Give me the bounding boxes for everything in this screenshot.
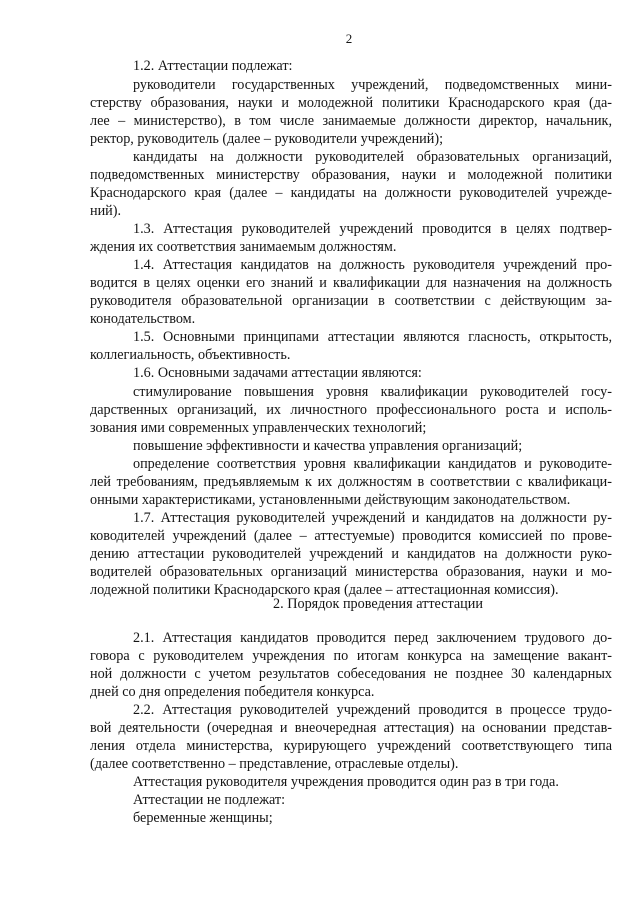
text-line: ления отдела министерства, курирующего учреждений соответствующего типа bbox=[90, 738, 612, 754]
text-line: 1.7. Аттестация руководителей учреждений и кандидатов на должности ру- bbox=[133, 510, 612, 526]
text-line: водится в целях оценки его знаний и квалификации для назначения на должность bbox=[90, 275, 612, 291]
text-line: лей требованиям, предъявляемым к их должностям в соответствии с квалификаци- bbox=[90, 474, 612, 490]
text-line: коллегиальность, объективность. bbox=[90, 347, 291, 363]
text-line: конодательством. bbox=[90, 311, 196, 327]
text-line: дению аттестации руководителей учреждений и кандидатов на должности руко- bbox=[90, 546, 612, 562]
text-line: 2.2. Аттестация руководителей учреждений проводится в процессе трудо- bbox=[133, 702, 612, 718]
text-line: вой деятельности (очередная и внеочередная аттестация) на основании представ- bbox=[90, 720, 612, 736]
text-line: ждения их соответствия занимаемым должностям. bbox=[90, 239, 397, 255]
text-line: говора с руководителем учреждения по итогам конкурса на замещение вакант- bbox=[90, 648, 612, 664]
text-line: ректор, руководитель (далее – руководители учреждений); bbox=[90, 131, 444, 147]
text-line: 1.6. Основными задачами аттестации являются: bbox=[133, 365, 422, 381]
text-line: кандидаты на должности руководителей образовательных организаций, bbox=[133, 149, 612, 165]
text-line: повышение эффективности и качества управления организаций; bbox=[133, 438, 523, 454]
text-line: 1.2. Аттестации подлежат: bbox=[133, 58, 293, 74]
text-line: определение соответствия уровня квалификации кандидатов и руководите- bbox=[133, 456, 612, 472]
text-line: Краснодарского края (далее – кандидаты на должности руководителей учрежде- bbox=[90, 185, 612, 201]
text-line: дней со дня определения победителя конкурса. bbox=[90, 684, 375, 700]
text-line: Аттестация руководителя учреждения проводится один раз в три года. bbox=[133, 774, 559, 790]
text-line: ководителей учреждений (далее – аттестуемые) проводится комиссией по прове- bbox=[90, 528, 612, 544]
text-line: беременные женщины; bbox=[133, 810, 273, 826]
text-line: подведомственных министерству образования, науки и молодежной политики bbox=[90, 167, 612, 183]
text-line: зования ими современных управленческих технологий; bbox=[90, 420, 427, 436]
text-line: онными характеристиками, установленными действующим законодательством. bbox=[90, 492, 571, 508]
text-line: стимулирование повышения уровня квалификации руководителей госу- bbox=[133, 384, 612, 400]
text-line: (далее соответственно – представление, отраслевые отделы). bbox=[90, 756, 459, 772]
text-line: 1.5. Основными принципами аттестации являются гласность, открытость, bbox=[133, 329, 612, 345]
text-line: 1.3. Аттестация руководителей учреждений проводится в целях подтвер- bbox=[133, 221, 612, 237]
text-line: Аттестации не подлежат: bbox=[133, 792, 286, 808]
text-line: стерству образования, науки и молодежной политики Краснодарского края (да- bbox=[90, 95, 612, 111]
text-line: 1.4. Аттестация кандидатов на должность руководителя учреждений про- bbox=[133, 257, 612, 273]
text-line: ний). bbox=[90, 203, 122, 219]
section-heading: 2. Порядок проведения аттестации bbox=[273, 596, 483, 612]
text-line: лодежной политики Краснодарского края (далее – аттестационная комиссия). bbox=[90, 582, 559, 598]
text-line: водителей образовательных организаций министерства образования, науки и мо- bbox=[90, 564, 612, 580]
text-line: дарственных организаций, их личностного профессионального роста и исполь- bbox=[90, 402, 612, 418]
text-line: руководители государственных учреждений, подведомственных мини- bbox=[133, 77, 612, 93]
text-line: 2.1. Аттестация кандидатов проводится перед заключением трудового до- bbox=[133, 630, 612, 646]
page-number: 2 bbox=[345, 31, 353, 46]
text-line: ной должности с учетом результатов собеседования не позднее 30 календарных bbox=[90, 666, 612, 682]
text-line: лее – министерство), в том числе занимаемые должности директор, начальник, bbox=[90, 113, 612, 129]
text-line: руководителя образовательной организации в соответствии с действующим за- bbox=[90, 293, 612, 309]
